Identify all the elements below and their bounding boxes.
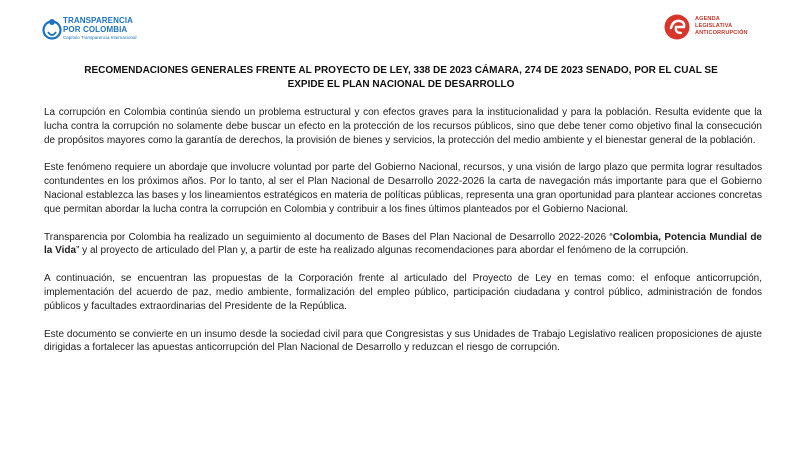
agenda-logo-line1: AGENDA — [695, 16, 720, 22]
paragraph-corruption-context: La corrupción en Colombia continúa siendo un problema estructural y con efectos graves para la institucionalidad y para la población. Resulta evidente que la lucha contra la corrupción no solamente debe buscar un efecto en la protección de los recursos públicos, sino que debe tener como objetivo final la consecución de propósitos mayores como la garantía de derechos, la provisión de bienes y servicios, la protección del medio ambiente y el bienestar general de la población. — [44, 107, 762, 146]
agenda-legislativa-logo — [664, 14, 764, 42]
logo-text-line1: TRANSPARENCIA — [63, 16, 134, 25]
agenda-logo-icon — [664, 14, 690, 40]
paragraph-proposals: A continuación, se encuentran las propuestas de la Corporación frente al articulado del Proyecto de Ley en temas como: el enfoque anticorrupción, implementación del acuerdo de paz, medio ambiente, formalización del empleo público, participación ciudadana y control público, administración de fondos públicos y facultades extraordinarias del Presidente de la República. — [44, 273, 762, 312]
document-title-line1: RECOMENDACIONES GENERALES FRENTE AL PROYECTO DE LEY, 338 DE 2023 CÁMARA, 274 DE 2023 SENADO, POR EL CUAL SE — [84, 65, 718, 76]
transparencia-por-colombia-logo — [42, 16, 162, 46]
paragraph-government-approach: Este fenómeno requiere un abordaje que involucre voluntad por parte del Gobierno Nacional, recursos, y una visión de largo plazo que permita lograr resultados contundentes en los próximos años. Por lo tanto, al ser el Plan Nacional de Desarrollo 2022-2026 la carta de navegación más importante para que el Gobierno Nacional establezca las bases y los lineamientos estratégicos en materia de políticas públicas, representa una gran oportunidad para plantear acciones concretas que permitan abordar la lucha contra la corrupción en Colombia y contribuir a los fines últimos planteados por el Gobierno Nacional. — [44, 162, 762, 215]
paragraph-monitoring — [44, 231, 762, 259]
agenda-logo-line2: LEGISLATIVA — [695, 23, 733, 29]
plan-name-emphasis: Colombia, Potencia Mundial de la Vida — [44, 231, 762, 257]
page-header — [0, 0, 801, 50]
paragraph-monitoring-text-start: Transparencia por Colombia ha realizado un seguimiento al documento de Bases del Plan Nacional de Desarrollo 2022-2026 “ — [44, 231, 613, 243]
document-title — [40, 64, 762, 92]
document-title-line2: EXPIDE EL PLAN NACIONAL DE DESARROLLO — [287, 79, 515, 90]
document-body — [44, 106, 762, 369]
logo-subtitle: Capítulo Transparencia Internacional — [63, 35, 137, 40]
transparencia-logo-icon — [42, 16, 62, 42]
paragraph-monitoring-text-end: ” y al proyecto de articulado del Plan y, a partir de este ha realizado algunas recomendaciones para abordar el fenómeno de la corrupción. — [76, 245, 689, 257]
agenda-logo-line3: ANTICORRUPCIÓN — [695, 30, 748, 36]
logo-text-line2: POR COLOMBIA — [63, 24, 128, 34]
paragraph-purpose: Este documento se convierte en un insumo desde la sociedad civil para que Congresistas y sus Unidades de Trabajo Legislativo realicen proposiciones de ajuste dirigidas a fortalecer las apuestas anticorrupción del Plan Nacional de Desarrollo y reduzcan el riesgo de corrupción. — [44, 328, 762, 354]
